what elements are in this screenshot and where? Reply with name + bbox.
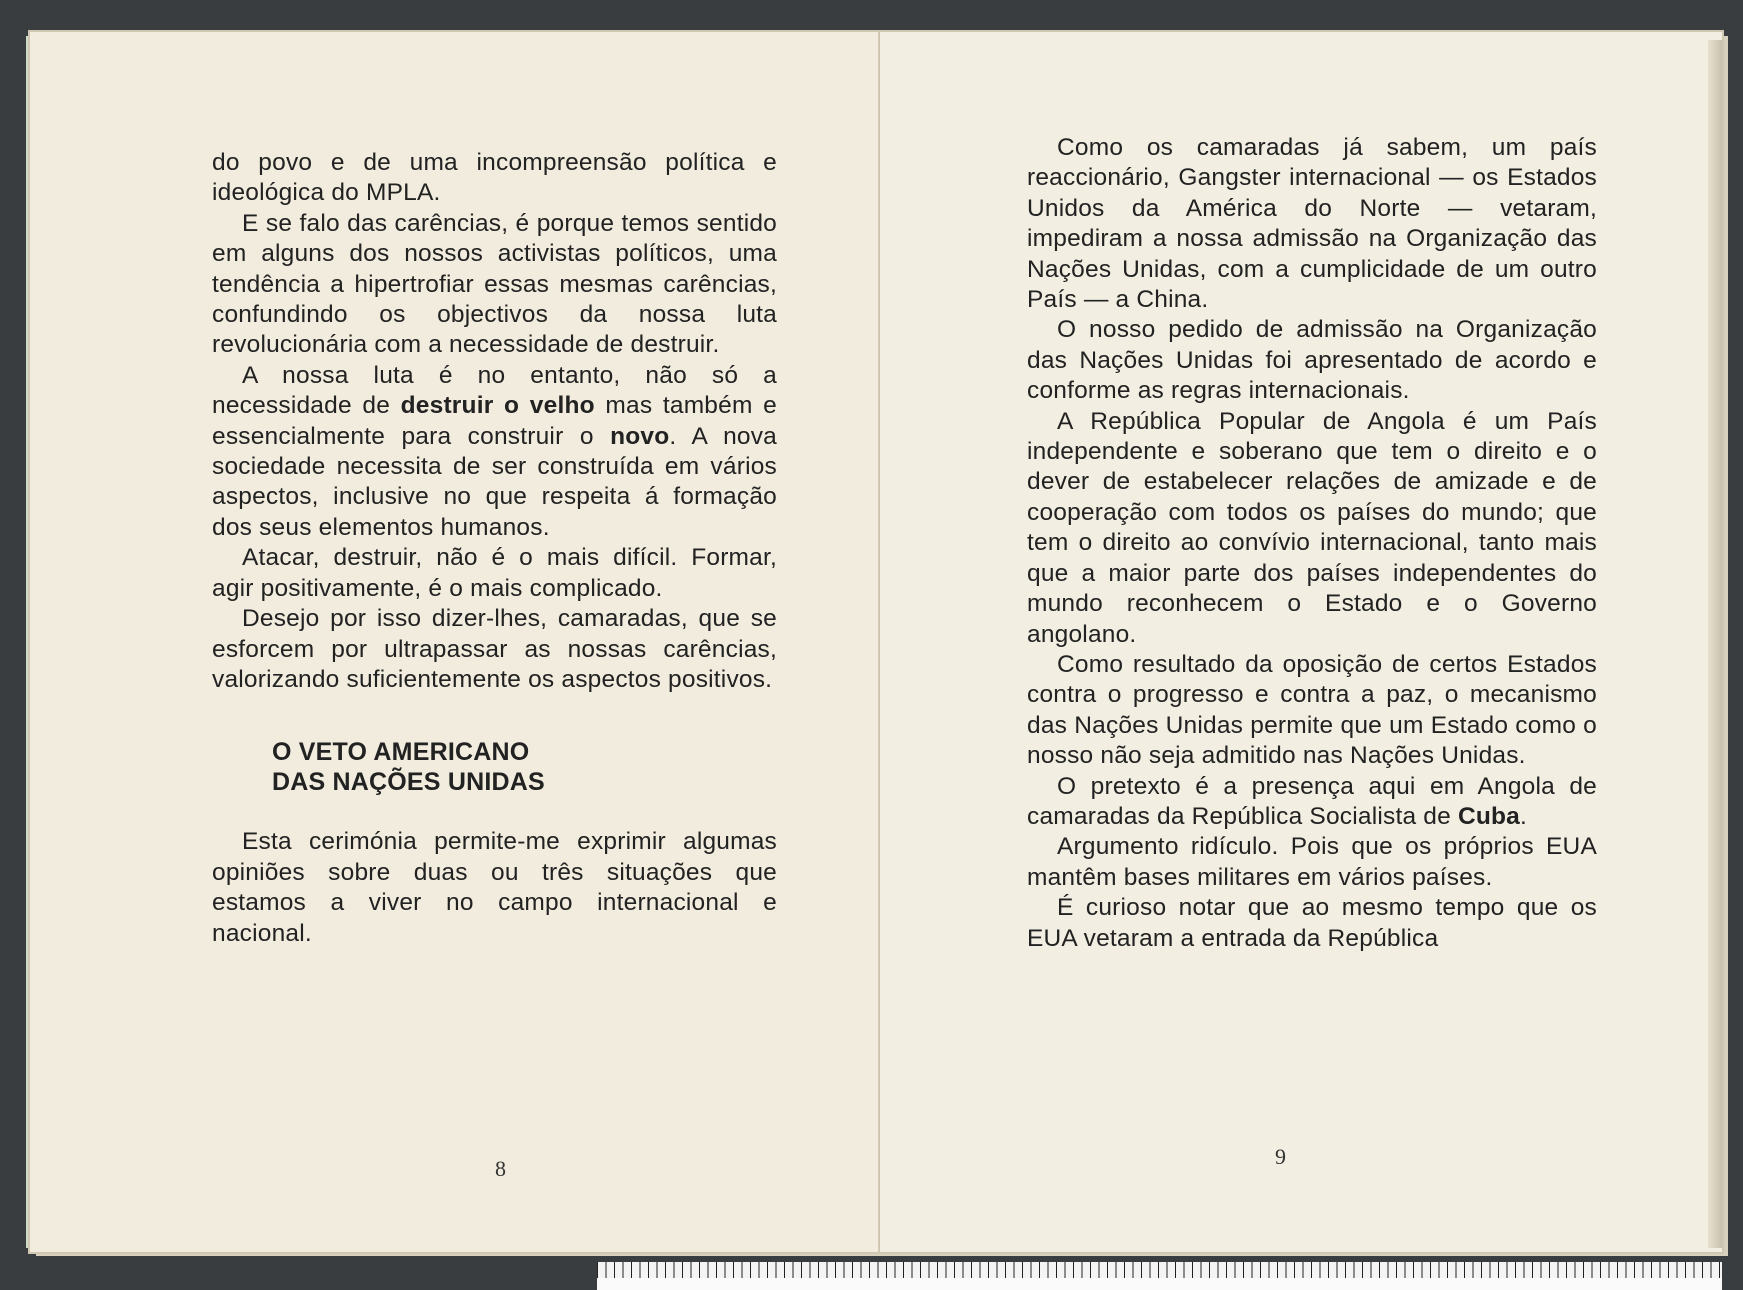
paragraph: Desejo por isso dizer-lhes, camaradas, que se esforcem por ultrapassar as nossas carências, valorizando suficientemente os aspectos positivos.: [212, 605, 777, 693]
bold-text: novo: [610, 422, 670, 450]
bold-text: Cuba: [1457, 802, 1521, 830]
paragraph: Como resultado da oposição de certos Estados contra o progresso e contra a paz, o mecanismo das Nações Unidas permite que um Estado como o nosso não seja admitido nas Nações Unidas.: [1027, 650, 1597, 770]
page-number: 8: [495, 1156, 506, 1181]
paragraph: A República Popular de Angola é um País independente e soberano que tem o direito e o dever de estabelecer relações de amizade e de cooperação com todos os países do mundo; que tem o direito ao convívio internacional, tanto mais que a maior parte dos países independentes do mundo reconhecem o Estado e o Governo angolano.: [1027, 407, 1597, 648]
measurement-ruler: [597, 1262, 1722, 1290]
paragraph: [1027, 772, 1597, 833]
paragraph: Como os camaradas já sabem, um país reaccionário, Gangster internacional — os Estados Unidos da América do Norte — vetaram, impediram a nossa admissão na Organização das Nações Unidas, com a cumplicidade de um outro País — a China.: [1027, 134, 1597, 314]
heading-line: O VETO AMERICANO: [272, 738, 530, 767]
book-edge-right: [1708, 40, 1722, 1248]
text-run: A nossa luta é no entanto, não só a necessidade de: [212, 361, 777, 420]
paragraph: É curioso notar que ao mesmo tempo que os EUA vetaram a entrada da República: [1027, 894, 1597, 952]
paragraph: do povo e de uma incompreensão política e ideológica do MPLA.: [212, 149, 777, 207]
paragraph: O nosso pedido de admissão na Organização das Nações Unidas foi apresentado de acordo e conforme as regras internacionais.: [1027, 316, 1597, 405]
right-page: [880, 32, 1722, 1252]
open-booklet: [30, 32, 1722, 1252]
text-run: mas também e essencialmente para construir o: [212, 392, 777, 450]
section-heading: [272, 737, 777, 797]
bold-text: destruir o velho: [400, 392, 595, 420]
text-run: O pretexto é a presença aqui em Angola de camaradas da República Socialista de: [1027, 772, 1597, 830]
heading-line: DAS NAÇÕES UNIDAS: [272, 768, 545, 797]
page-number: 9: [1275, 1144, 1286, 1169]
text-run: . A nova sociedade necessita de ser construída em vários aspectos, inclusive no que respeita á formação dos seus elementos humanos.: [212, 422, 777, 541]
paragraph: E se falo das carências, é porque temos sentido em alguns dos nossos activistas políticos, uma tendência a hipertrofiar essas mesmas carências, confundindo os objectivos da nossa luta revolucionária com a necessidade de destruir.: [212, 209, 777, 359]
paragraph: Esta cerimónia permite-me exprimir algumas opiniões sobre duas ou três situações que estamos a viver no campo internacional e nacional.: [212, 828, 777, 947]
left-page-text: [212, 148, 777, 949]
text-run: .: [1520, 802, 1528, 830]
paragraph: Atacar, destruir, não é o mais difícil. Formar, agir positivamente, é o mais complicado.: [212, 544, 777, 602]
left-page: [30, 32, 880, 1252]
paragraph: [212, 361, 777, 543]
right-page-text: [1027, 133, 1597, 954]
paragraph: Argumento ridículo. Pois que os próprios EUA mantêm bases militares em vários países.: [1027, 833, 1597, 891]
